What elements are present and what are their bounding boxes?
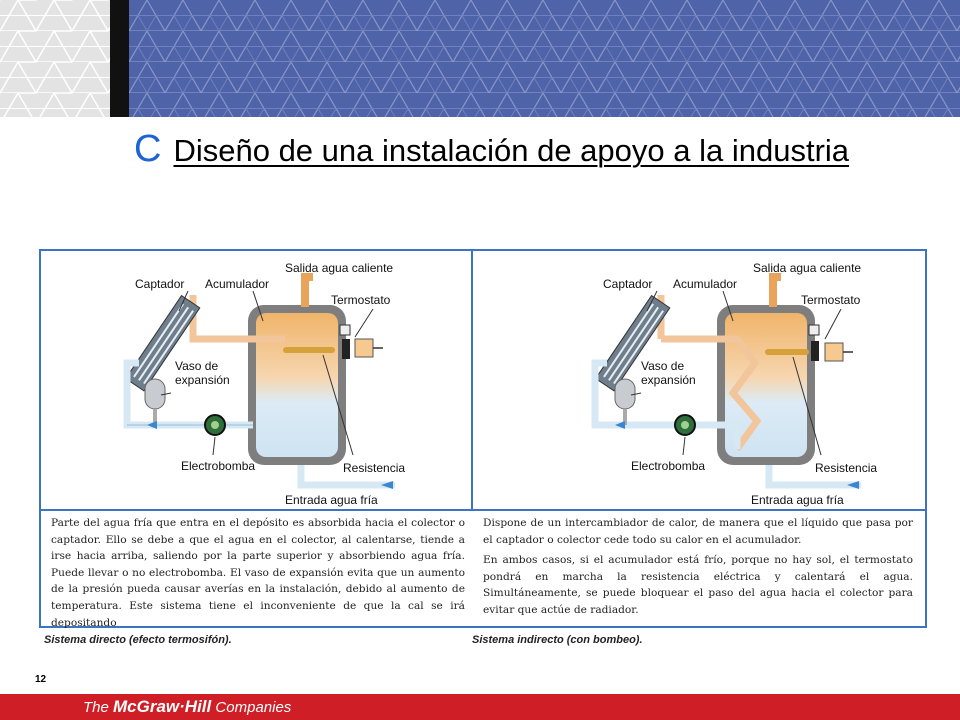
triangle-pattern	[0, 0, 110, 117]
label-termostato: Termostato	[801, 293, 861, 307]
caption-indirect-system: Sistema indirecto (con bombeo).	[472, 634, 643, 646]
label-captador: Captador	[603, 277, 653, 291]
triangle-pattern	[129, 0, 960, 117]
brand-name: McGraw·Hill	[113, 697, 212, 716]
label-resistencia: Resistencia	[343, 461, 406, 475]
label-acumulador: Acumulador	[673, 277, 738, 291]
slide-title	[134, 128, 854, 172]
brand-companies: Companies	[211, 699, 292, 716]
diagram-drawing	[43, 253, 469, 507]
page-number: 12	[35, 674, 47, 685]
indirect-system-text-1: Dispone de un intercambiador de calor, de manera que el líquido que pasa por el captador o colector cede todo su calor en el acumulador.	[483, 517, 913, 546]
brand-logo	[83, 697, 291, 718]
footer-bar	[0, 694, 960, 720]
caption-direct-system: Sistema directo (efecto termosifón).	[44, 634, 232, 646]
label-captador: Captador	[135, 277, 185, 291]
title-text: Diseño de una instalación de apoyo a la industria	[173, 133, 850, 168]
indirect-system-description	[483, 515, 913, 623]
label-vaso-1: Vaso de	[175, 359, 219, 373]
label-salida-agua: Salida agua caliente	[285, 261, 394, 275]
diagram-direct-system	[43, 253, 469, 507]
header-pattern-light	[0, 0, 110, 117]
brand-the: The	[83, 699, 114, 716]
label-electrobomba: Electrobomba	[181, 459, 256, 473]
label-entrada-agua: Entrada agua fría	[751, 493, 844, 507]
diagram-indirect-system	[475, 253, 901, 507]
label-vaso-2: expansión	[641, 373, 696, 387]
direct-system-description	[51, 515, 465, 635]
solar-systems-figure	[39, 249, 927, 628]
header-pattern-blue	[129, 0, 960, 117]
label-electrobomba: Electrobomba	[631, 459, 706, 473]
label-resistencia: Resistencia	[815, 461, 878, 475]
direct-system-text: Parte del agua fría que entra en el depósito es absorbida hacia el colector o captador. Ello se debe a que el agua en el colector, al calentarse, tiende a irse hacia arriba, saliendo por la parte superior y absorbiendo agua fría. Puede llevar o no electrobomba. El vaso de expansión evita que un aumento de la presión pueda causar averías en la instalación, debido al aumento de temperatura. Este sistema tiene el inconveniente de que la cal se irá depositando	[51, 517, 465, 629]
figure-row-divider	[41, 509, 925, 511]
label-entrada-agua: Entrada agua fría	[285, 493, 378, 507]
label-vaso-2: expansión	[175, 373, 230, 387]
label-vaso-1: Vaso de	[641, 359, 685, 373]
indirect-system-text-2: En ambos casos, si el acumulador está frío, porque no hay sol, el termostato pondrá en marcha la resistencia eléctrica y calentará el agua. Simultáneamente, se puede bloquear el paso del agua hacia el colector para evitar que actúe de radiador.	[483, 554, 913, 616]
label-termostato: Termostato	[331, 293, 391, 307]
label-salida-agua: Salida agua caliente	[753, 261, 862, 275]
header-divider-bar	[110, 0, 129, 117]
label-acumulador: Acumulador	[205, 277, 270, 291]
figure-column-divider	[471, 251, 473, 511]
title-letter: C	[134, 128, 162, 170]
